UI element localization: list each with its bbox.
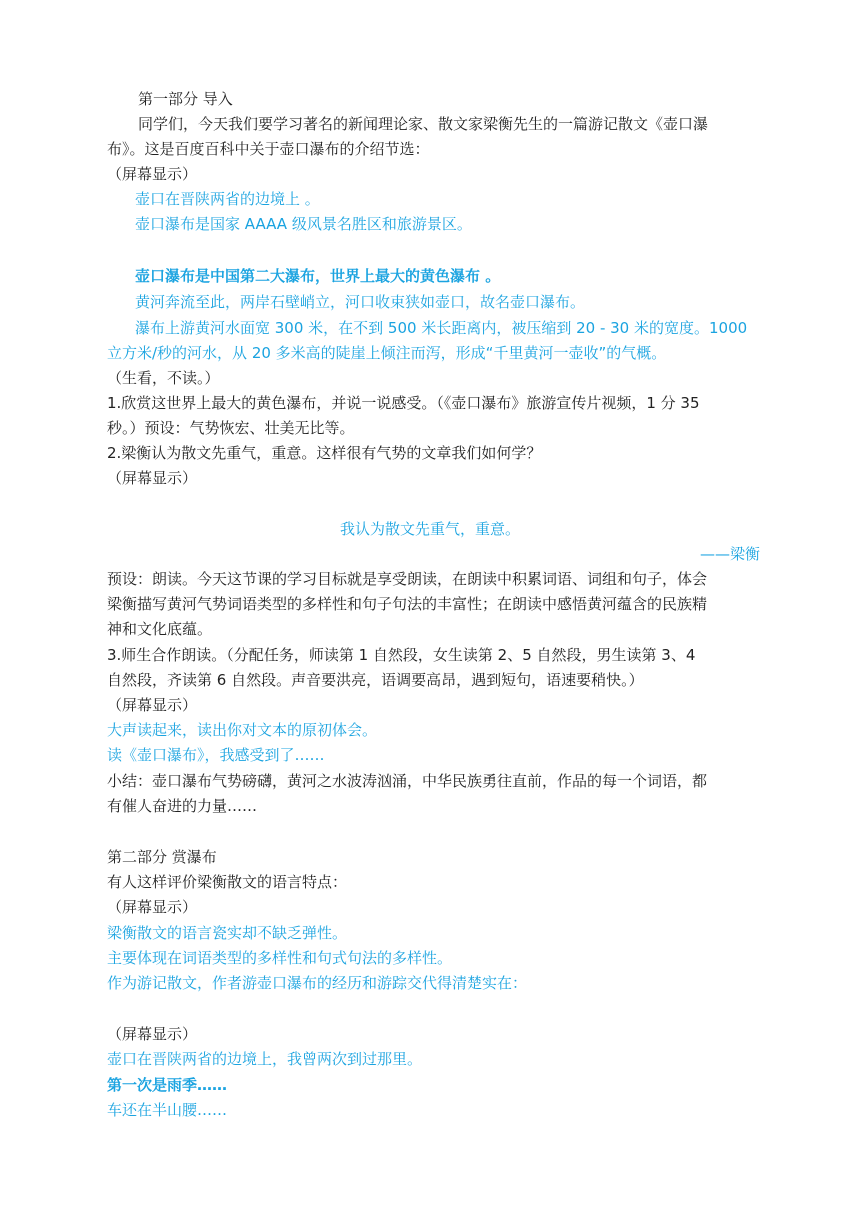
screen-note: （生看，不读。） xyxy=(107,369,220,387)
paragraph: 同学们，今天我们要学习著名的新闻理论家、散文家梁衡先生的一篇游记散文《壶口瀑 xyxy=(138,115,709,133)
highlight-text: 壶口瀑布是国家 AAAA 级风景名胜区和旅游景区。 xyxy=(135,215,472,233)
highlight-text: 读《壶口瀑布》，我感受到了…… xyxy=(107,746,325,764)
highlight-text: 壶口在晋陕两省的边境上 。 xyxy=(135,190,320,208)
highlight-text-bold: 壶口瀑布是中国第二大瀑布，世界上最大的黄色瀑布 。 xyxy=(135,267,501,285)
quote-author: ——梁衡 xyxy=(699,545,760,563)
paragraph: 预设：朗读。今天这节课的学习目标就是享受朗读，在朗读中积累词语、词组和句子，体会 xyxy=(107,570,708,588)
highlight-text: 车还在半山腰…… xyxy=(107,1101,228,1119)
paragraph: 神和文化底蕴。 xyxy=(107,620,213,638)
paragraph: 有人这样评价梁衡散文的语言特点： xyxy=(107,873,348,891)
screen-note: （屏幕显示） xyxy=(107,469,198,487)
highlight-text: 梁衡散文的语言瓷实却不缺乏弹性。 xyxy=(107,924,348,942)
highlight-text: 作为游记散文，作者游壶口瀑布的经历和游踪交代得清楚实在： xyxy=(107,974,528,992)
highlight-text-bold: 第一次是雨季…… xyxy=(107,1076,228,1094)
paragraph: 布》。这是百度百科中关于壶口瀑布的介绍节选： xyxy=(107,140,430,158)
screen-note: （屏幕显示） xyxy=(107,165,198,183)
paragraph: 小结：壶口瀑布气势磅礴，黄河之水波涛汹涌，中华民族勇往直前，作品的每一个词语，都 xyxy=(107,772,708,790)
highlight-text: 立方米/秒的河水，从 20 多米高的陡崖上倾注而泻，形成“千里黄河一壶收”的气概。 xyxy=(107,344,667,362)
screen-note: （屏幕显示） xyxy=(107,1025,198,1043)
highlight-text: 瀑布上游黄河水面宽 300 米，在不到 500 米长距离内，被压缩到 20 - 30 米的宽度。1000 xyxy=(135,319,748,337)
highlight-text: 大声读起来，读出你对文本的原初体会。 xyxy=(107,721,378,739)
quote: 我认为散文先重气，重意。 xyxy=(339,520,520,538)
highlight-text: 黄河奔流至此，两岸石壁峭立，河口收束狭如壶口，故名壶口瀑布。 xyxy=(135,293,586,311)
screen-note: （屏幕显示） xyxy=(107,898,198,916)
screen-note: （屏幕显示） xyxy=(107,696,198,714)
question: 1.欣赏这世界上最大的黄色瀑布，并说一说感受。（《壶口瀑布》旅游宣传片视频，1 分 35 xyxy=(107,394,700,412)
paragraph: 梁衡描写黄河气势词语类型的多样性和句子句法的丰富性；在朗读中感悟黄河蕴含的民族精 xyxy=(107,595,708,613)
question: 2.梁衡认为散文先重气，重意。这样很有气势的文章我们如何学？ xyxy=(107,444,542,462)
question: 3.师生合作朗读。（分配任务，师读第 1 自然段，女生读第 2、5 自然段，男生读第 3、4 xyxy=(107,646,696,664)
part2-heading: 第二部分 赏瀑布 xyxy=(107,848,217,866)
paragraph: 自然段，齐读第 6 自然段。声音要洪亮，语调要高昂，遇到短句，语速要稍快。） xyxy=(107,671,644,689)
part1-heading: 第一部分 导入 xyxy=(138,90,233,108)
paragraph: 秒。）预设：气势恢宏、壮美无比等。 xyxy=(107,419,355,437)
highlight-text: 壶口在晋陕两省的边境上，我曾两次到过那里。 xyxy=(107,1050,423,1068)
highlight-text: 主要体现在词语类型的多样性和句式句法的多样性。 xyxy=(107,949,453,967)
paragraph: 有催人奋进的力量…… xyxy=(107,797,258,815)
